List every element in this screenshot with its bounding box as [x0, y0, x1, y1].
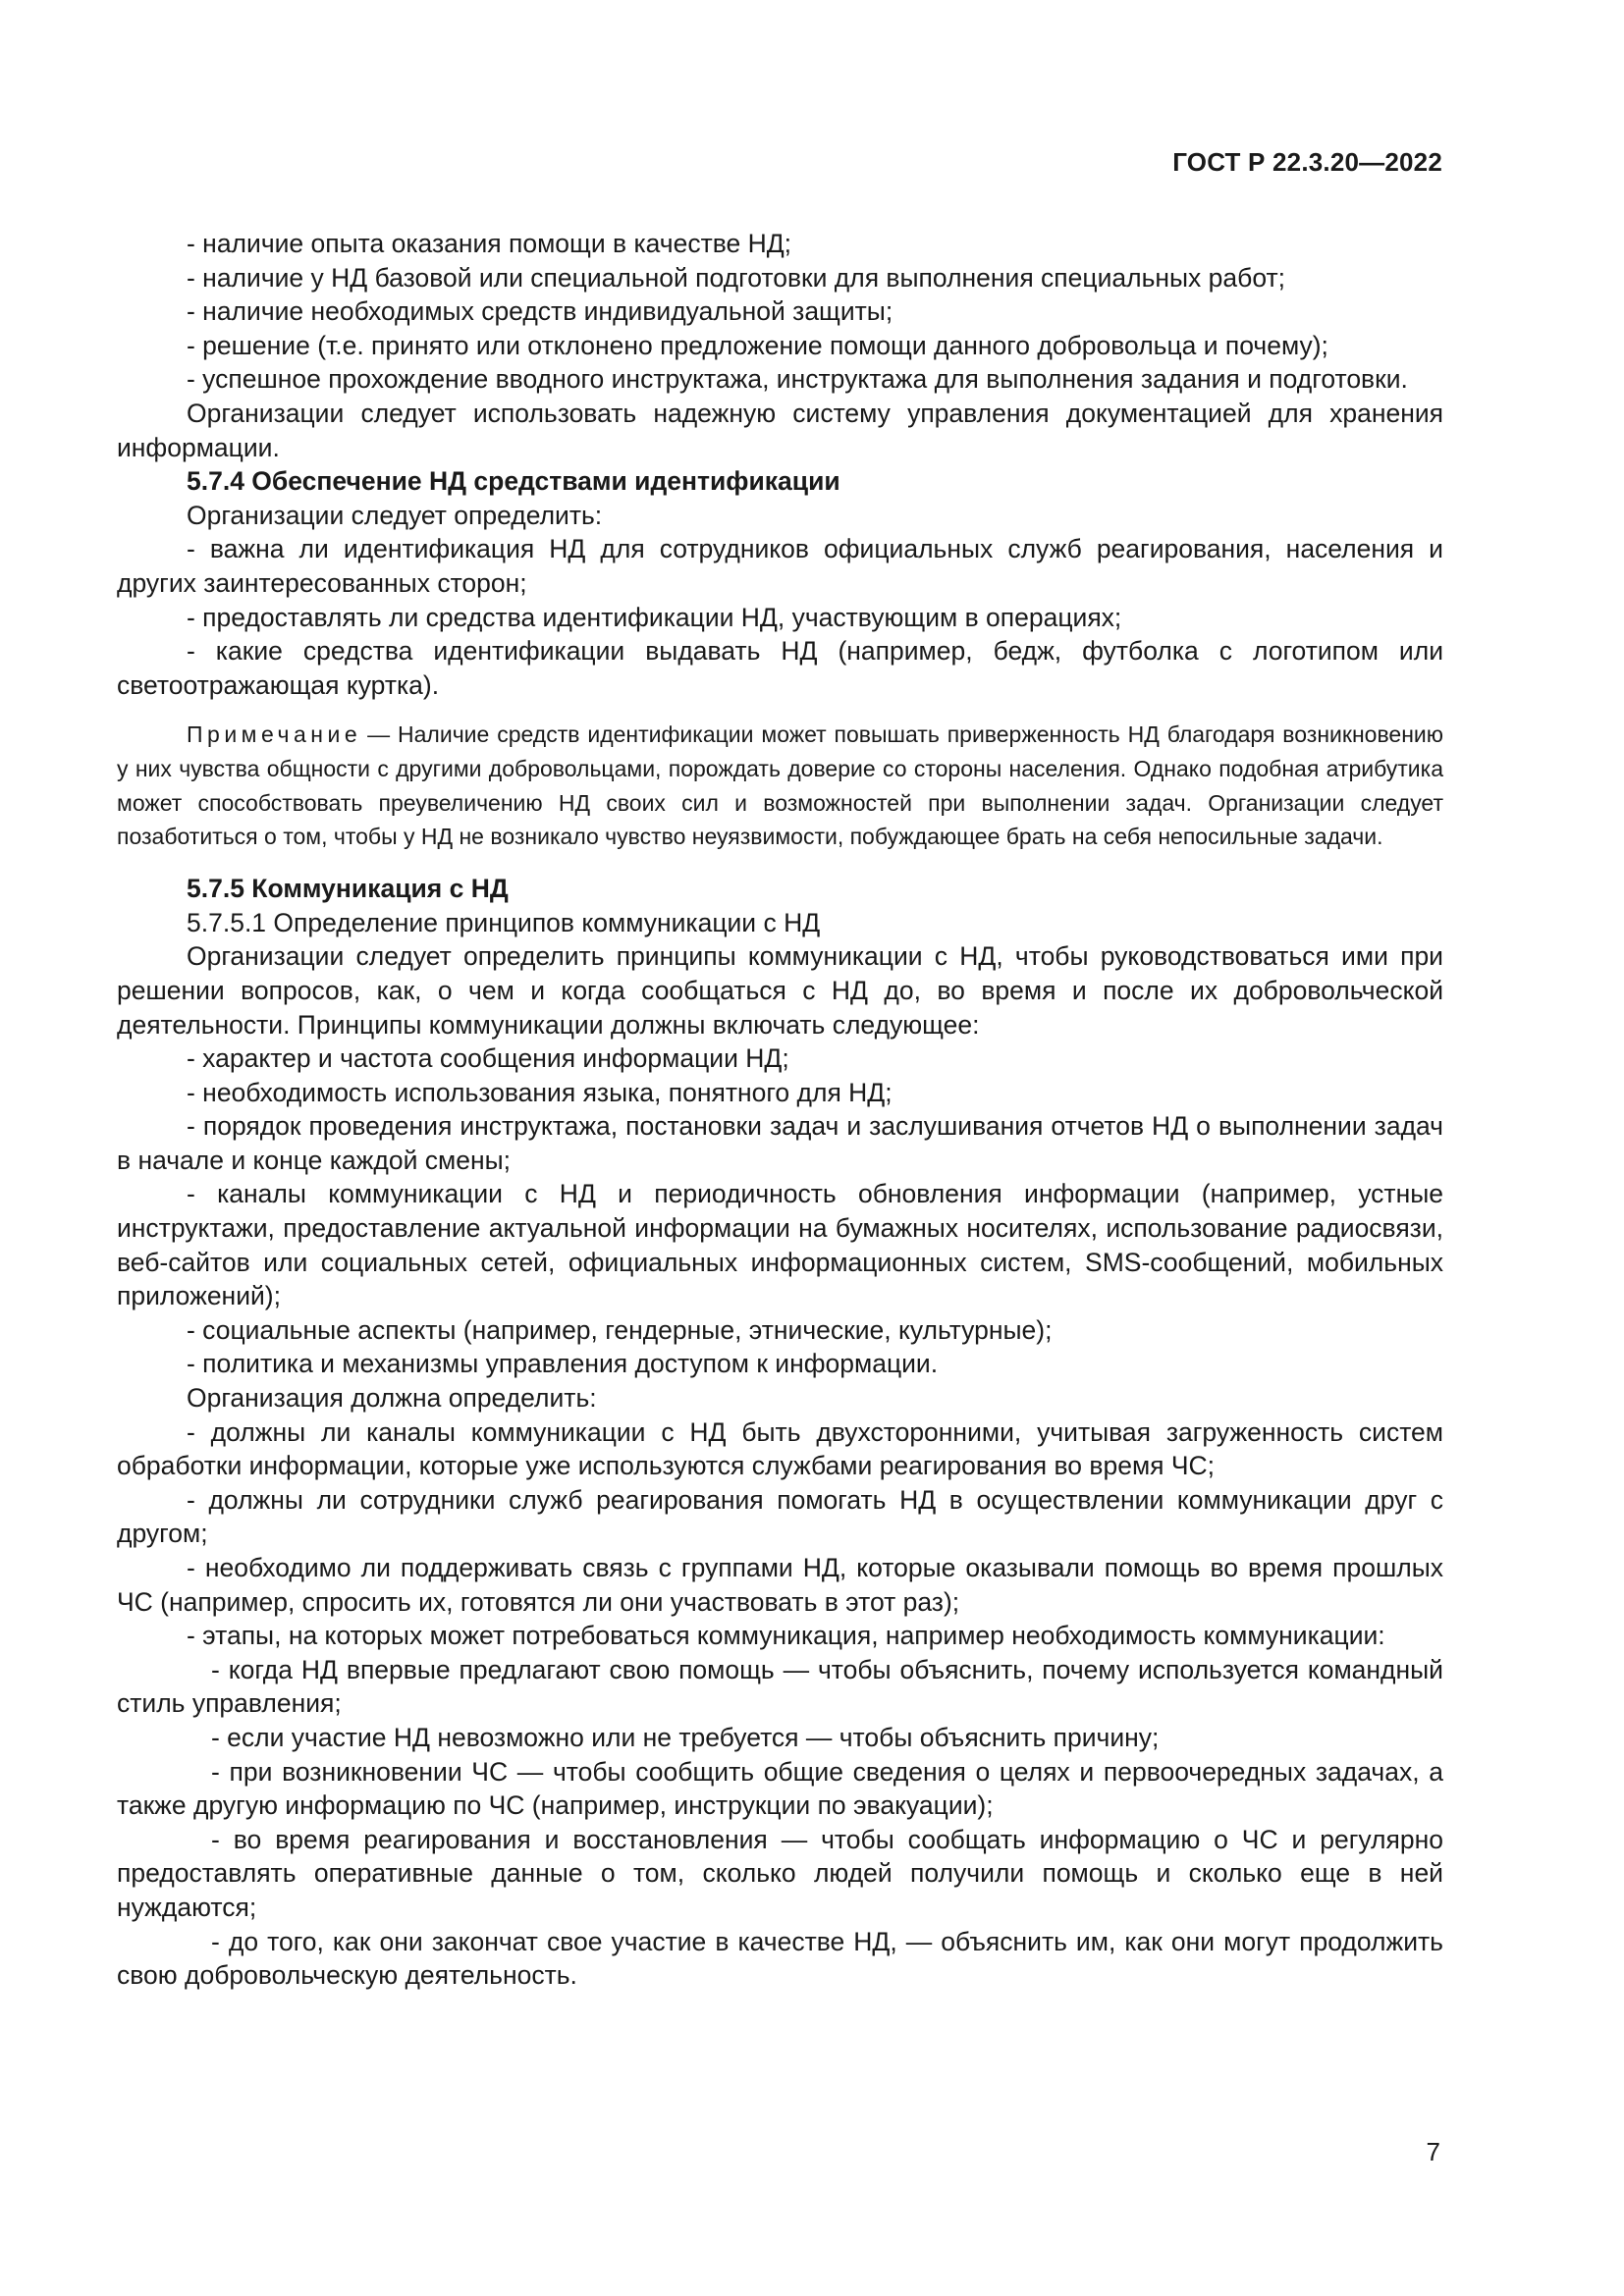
list-item: - характер и частота сообщения информации НД; — [187, 1043, 789, 1074]
list-item: - социальные аспекты (например, гендерные, этнические, культурные); — [187, 1314, 1053, 1345]
list-item: - наличие необходимых средств индивидуальной защиты; — [187, 296, 893, 327]
list-item: - каналы коммуникации с НД и периодичность обновления информации (например, устные инструктажи, предоставление актуальной информации на бумажных носителях, использование радиосвязи, веб-сайтов или социальных сетей, официальных информационных систем, SMS-сообщений, мобильных приложений); — [117, 1179, 1443, 1311]
list-item: - какие средства идентификации выдавать НД (например, бедж, футболка с логотипом или светоотражающая куртка). — [117, 636, 1443, 700]
paragraph: Организации следует использовать надежную систему управления документацией для хранения информации. — [117, 398, 1443, 462]
sub-list-item: - если участие НД невозможно или не требуется — чтобы объяснить причину; — [211, 1722, 1160, 1752]
list-item: - наличие опыта оказания помощи в качестве НД; — [187, 229, 792, 258]
document-code-header: ГОСТ Р 22.3.20—2022 — [1172, 147, 1442, 177]
page-number: 7 — [1426, 2137, 1440, 2166]
list-item: - политика и механизмы управления доступом к информации. — [187, 1349, 939, 1379]
paragraph: Организации следует определить: — [187, 500, 603, 530]
section-heading: 5.7.5 Коммуникация с НД — [187, 874, 509, 904]
list-item: - успешное прохождение вводного инструктажа, инструктажа для выполнения задания и подготовки. — [187, 364, 1408, 395]
document-body — [117, 227, 1443, 1993]
list-item: - должны ли сотрудники служб реагирования помогать НД в осуществлении коммуникации друг с другом; — [117, 1484, 1443, 1549]
list-item: - порядок проведения инструктажа, постановки задач и заслушивания отчетов НД о выполнении задач в начале и конце каждой смены; — [117, 1111, 1443, 1175]
note-label: Примечание — [187, 721, 362, 748]
sub-list-item: - при возникновении ЧС — чтобы сообщить общие сведения о целях и первоочередных задачах, а также другую информацию по ЧС (например, инструкции по эвакуации); — [117, 1756, 1443, 1821]
list-item: - необходимость использования языка, понятного для НД; — [187, 1077, 893, 1107]
note-text: — Наличие средств идентификации может повышать приверженность НД благодаря возникновению у них чувства общности с другими добровольцами, порождать доверие со стороны населения. Однако подобная атрибутика может способствовать преувеличению НД своих сил и возможностей при выполнении задач. Организации следует позаботиться о том, чтобы у НД не возникало чувство неуязвимости, побуждающее брать на себя непосильные задачи. — [117, 721, 1443, 850]
paragraph: Организации следует определить принципы коммуникации с НД, чтобы руководствоваться ими при решении вопросов, как, о чем и когда сообщаться с НД до, во время и после их добровольческой деятельности. Принципы коммуникации должны включать следующее: — [117, 941, 1443, 1040]
sub-list-item: - во время реагирования и восстановления — чтобы сообщать информацию о ЧС и регулярно предоставлять оперативные данные о том, сколько людей получили помощь и сколько еще в ней нуждаются; — [117, 1824, 1443, 1922]
note — [117, 718, 1443, 854]
list-item: - необходимо ли поддерживать связь с группами НД, которые оказывали помощь во время прошлых ЧС (например, спросить их, готовятся ли они участвовать в этот раз); — [117, 1553, 1443, 1617]
list-item: - должны ли каналы коммуникации с НД быть двухсторонними, учитывая загруженность систем обработки информации, которые уже используются службами реагирования во время ЧС; — [117, 1416, 1443, 1481]
subsection-heading: 5.7.5.1 Определение принципов коммуникации с НД — [187, 907, 821, 937]
list-item: - решение (т.е. принято или отклонено предложение помощи данного добровольца и почему); — [187, 330, 1328, 360]
list-item: - предоставлять ли средства идентификации НД, участвующим в операциях; — [187, 602, 1122, 632]
list-item: - важна ли идентификация НД для сотрудников официальных служб реагирования, населения и других заинтересованных сторон; — [117, 534, 1443, 598]
list-item: - этапы, на которых может потребоваться коммуникация, например необходимость коммуникации: — [187, 1621, 1385, 1651]
section-heading: 5.7.4 Обеспечение НД средствами идентификации — [187, 466, 840, 497]
sub-list-item: - до того, как они закончат свое участие в качестве НД, — объяснить им, как они могут продолжить свою добровольческую деятельность. — [117, 1926, 1443, 1991]
paragraph: Организация должна определить: — [187, 1383, 597, 1414]
list-item: - наличие у НД базовой или специальной подготовки для выполнения специальных работ; — [187, 262, 1285, 293]
sub-list-item: - когда НД впервые предлагают свою помощь — чтобы объяснить, почему используется командный стиль управления; — [117, 1654, 1443, 1719]
